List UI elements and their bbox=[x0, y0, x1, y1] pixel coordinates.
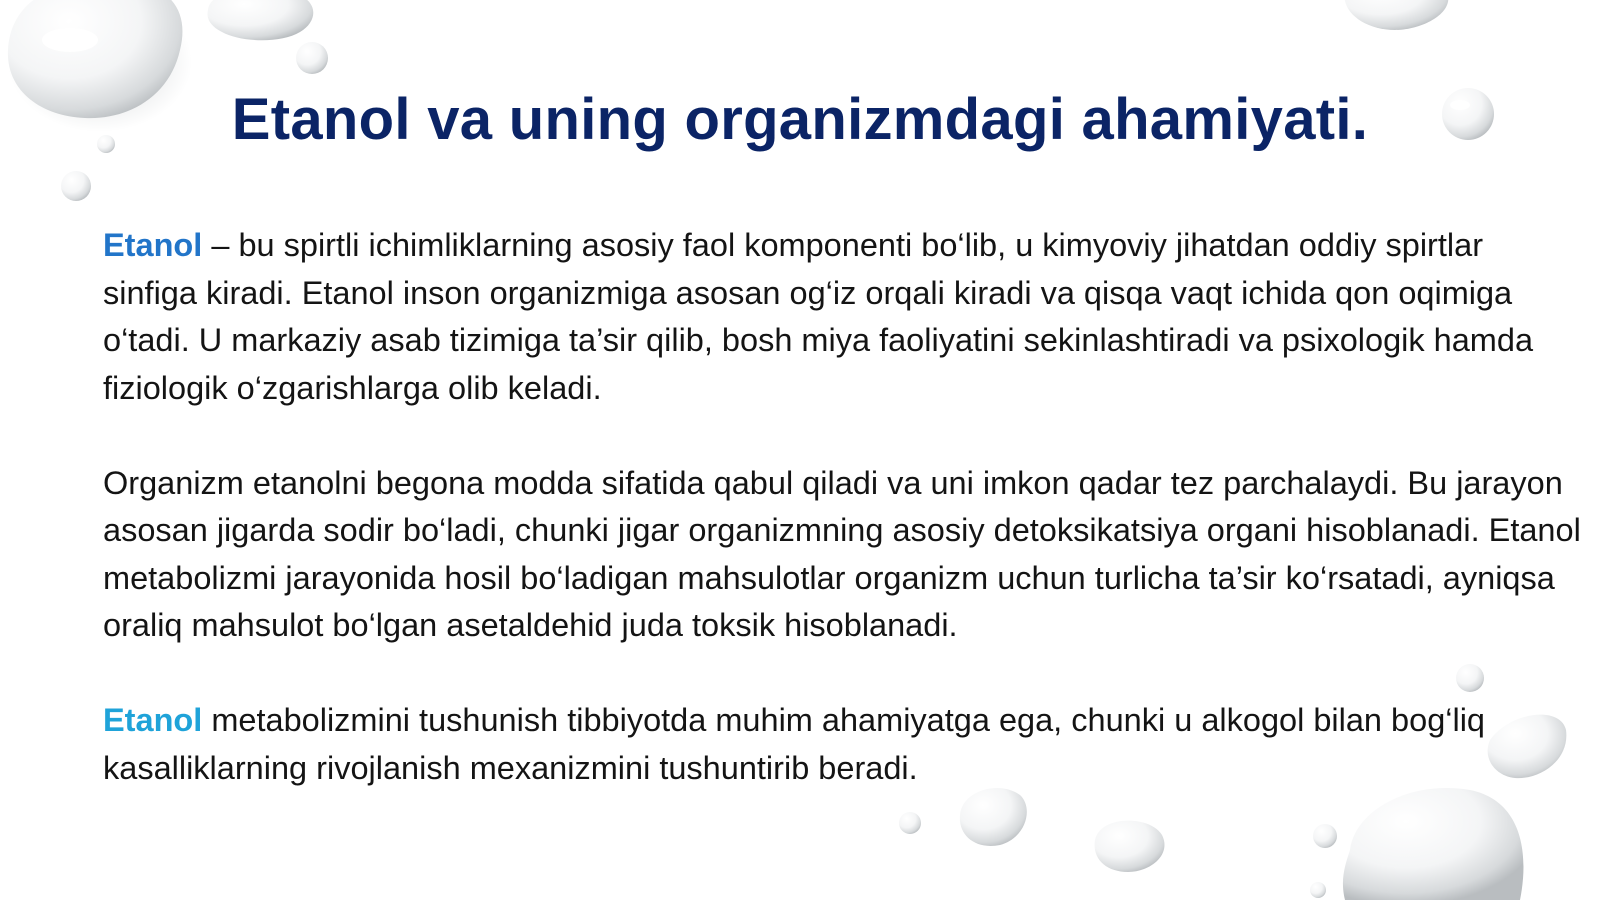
drop-bottom-middle-2 bbox=[1095, 821, 1165, 872]
paragraph-2 bbox=[103, 460, 1583, 650]
slide-title: Etanol va uning organizmdagi ahamiyati. bbox=[231, 87, 1369, 152]
drop-bottom-right-large bbox=[1343, 788, 1524, 900]
drop-top-right bbox=[1344, 0, 1448, 30]
keyword-etanol: Etanol bbox=[103, 227, 203, 263]
drop-top-left-medium bbox=[208, 0, 314, 40]
paragraph-1 bbox=[103, 222, 1583, 412]
drop-bottom-middle bbox=[960, 788, 1027, 846]
paragraph-2-text: Organizm etanolni begona modda sifatida qabul qiladi va uni imkon qadar tez parchalaydi. Bu jarayon asosan jigarda sodir bo‘ladi, chunki jigar organizmning asosiy detoksikatsiya organi hisoblanadi. Etanol metabolizmi jarayonida hosil bo‘ladigan mahsulotlar organizm uchun turlicha ta’sir ko‘rsatadi, ayniqsa oraliq mahsulot bo‘lgan asetaldehid juda toksik hisoblanadi. bbox=[103, 464, 1581, 643]
slide-body bbox=[103, 222, 1583, 792]
paragraph-1-text: – bu spirtli ichimliklarning asosiy faol komponenti bo‘lib, u kimyoviy jihatdan oddiy spirtlar sinfiga kiradi. Etanol inson organizmiga asosan og‘iz orqali kiradi va qisqa vaqt ichida qon oqimiga o‘tadi. U markaziy asab tizimiga ta’sir qilib, bosh miya faoliyatini sekinlashtiradi va psixologik hamda fiziologik o‘zgarishlarga olib keladi. bbox=[103, 227, 1534, 406]
paragraph-3-text: metabolizmini tushunish tibbiyotda muhim ahamiyatga ega, chunki u alkogol bilan bog‘liq kasalliklarning rivojlanish mexanizmini tushuntirib beradi. bbox=[103, 702, 1485, 786]
keyword-etanol: Etanol bbox=[103, 702, 203, 738]
paragraph-3 bbox=[103, 697, 1583, 792]
